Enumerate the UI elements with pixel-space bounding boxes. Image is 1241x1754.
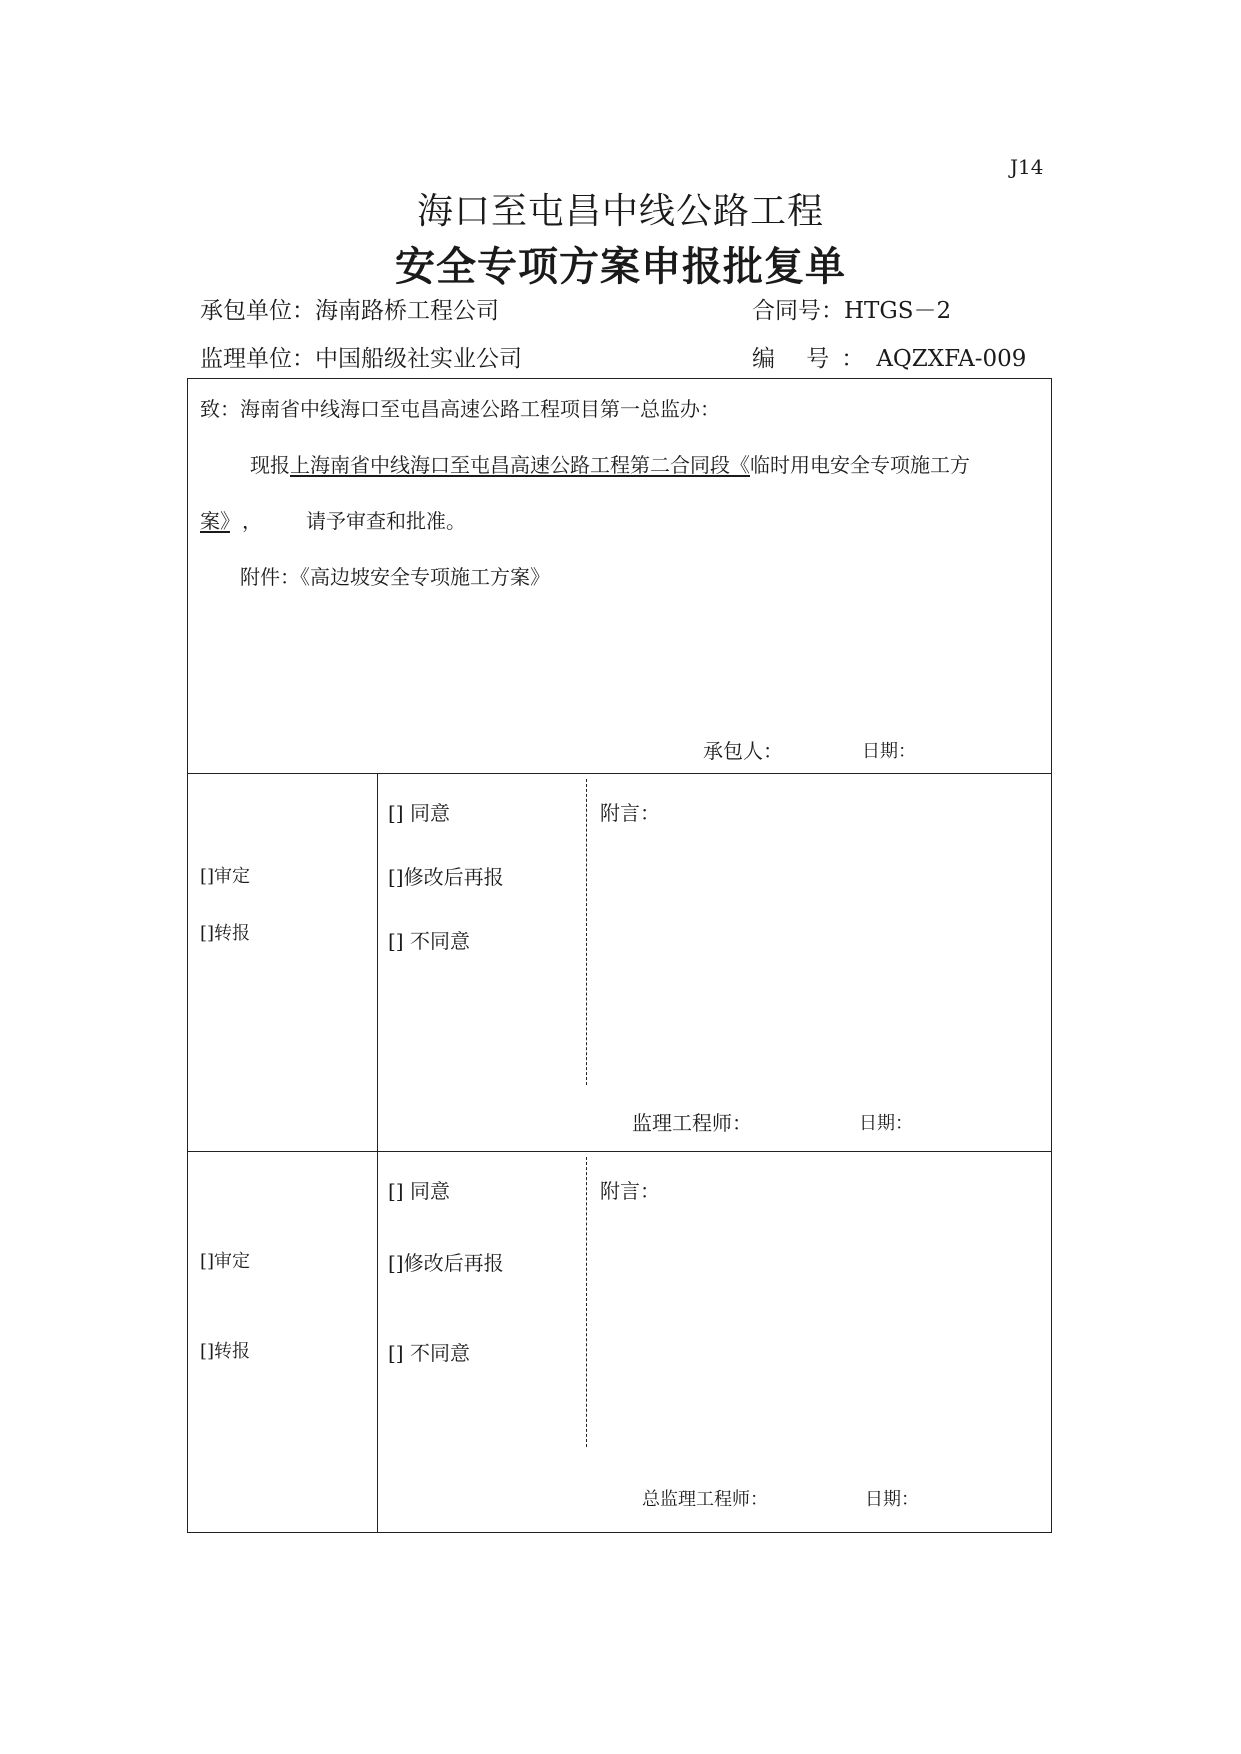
supervisor-value: 中国船级社实业公司: [315, 346, 522, 372]
application-line-2: [200, 505, 466, 534]
line1-underlined: 上海南省中线海口至屯昌高速公路工程第二合同段《: [290, 453, 750, 477]
s2-forward-checkbox[interactable]: []转报: [200, 1341, 251, 1362]
s1-signer-label: 监理工程师：: [632, 1111, 752, 1135]
approval-table: [187, 378, 1052, 1533]
contract-no-label: 合同号：: [752, 298, 844, 324]
s2-date-label: 日期：: [865, 1489, 919, 1510]
contract-no-row: [752, 292, 951, 325]
serial-value: AQZXFA-009: [876, 346, 1027, 372]
supervisor-label: 监理单位：: [200, 346, 315, 372]
line2-underlined: 案》: [200, 509, 230, 533]
line2-comma: ，: [242, 509, 262, 533]
attachment: 附件：《高边坡安全专项施工方案》: [240, 565, 550, 589]
s2-signer-label: 总监理工程师：: [642, 1489, 768, 1510]
contractor-sign-label: 承包人：: [703, 739, 783, 763]
serial-row: [752, 340, 1026, 373]
form-title: 安全专项方案申报批复单: [395, 243, 846, 290]
column-divider: [377, 773, 378, 1533]
addressee: 致：海南省中线海口至屯昌高速公路工程项目第一总监办：: [200, 397, 720, 421]
s1-date-label: 日期：: [859, 1113, 913, 1134]
dashed-divider-1: [586, 779, 587, 1085]
s1-approve-checkbox[interactable]: []审定: [200, 866, 251, 887]
s2-approve-checkbox[interactable]: []审定: [200, 1251, 251, 1272]
s1-disagree-checkbox[interactable]: [] 不同意: [388, 929, 470, 953]
s2-revise-checkbox[interactable]: []修改后再报: [388, 1251, 504, 1275]
s1-comment-label: 附言：: [600, 801, 660, 825]
s2-disagree-checkbox[interactable]: [] 不同意: [388, 1341, 470, 1365]
s1-forward-checkbox[interactable]: []转报: [200, 923, 251, 944]
line2-request: 请予审查和批准。: [306, 509, 466, 533]
contractor-label: 承包单位：: [200, 298, 315, 324]
s1-agree-checkbox[interactable]: [] 同意: [388, 801, 450, 825]
project-title: 海口至屯昌中线公路工程: [416, 191, 824, 232]
divider-section2: [188, 1151, 1051, 1152]
form-code: J14: [1010, 155, 1044, 179]
dashed-divider-2: [586, 1157, 587, 1447]
application-line-1: [250, 449, 970, 478]
line1-rest: 临时用电安全专项施工方: [750, 453, 970, 477]
contractor-value: 海南路桥工程公司: [315, 298, 499, 324]
supervisor-row: [200, 340, 522, 373]
s2-comment-label: 附言：: [600, 1179, 660, 1203]
serial-label: 编 号：: [752, 346, 877, 372]
line1-prefix: 现报: [250, 453, 290, 477]
contractor-date-label: 日期：: [862, 741, 916, 762]
s2-agree-checkbox[interactable]: [] 同意: [388, 1179, 450, 1203]
s1-revise-checkbox[interactable]: []修改后再报: [388, 865, 504, 889]
contractor-row: [200, 292, 499, 325]
divider-application: [188, 773, 1051, 774]
contract-no-value: HTGS－2: [844, 298, 952, 324]
